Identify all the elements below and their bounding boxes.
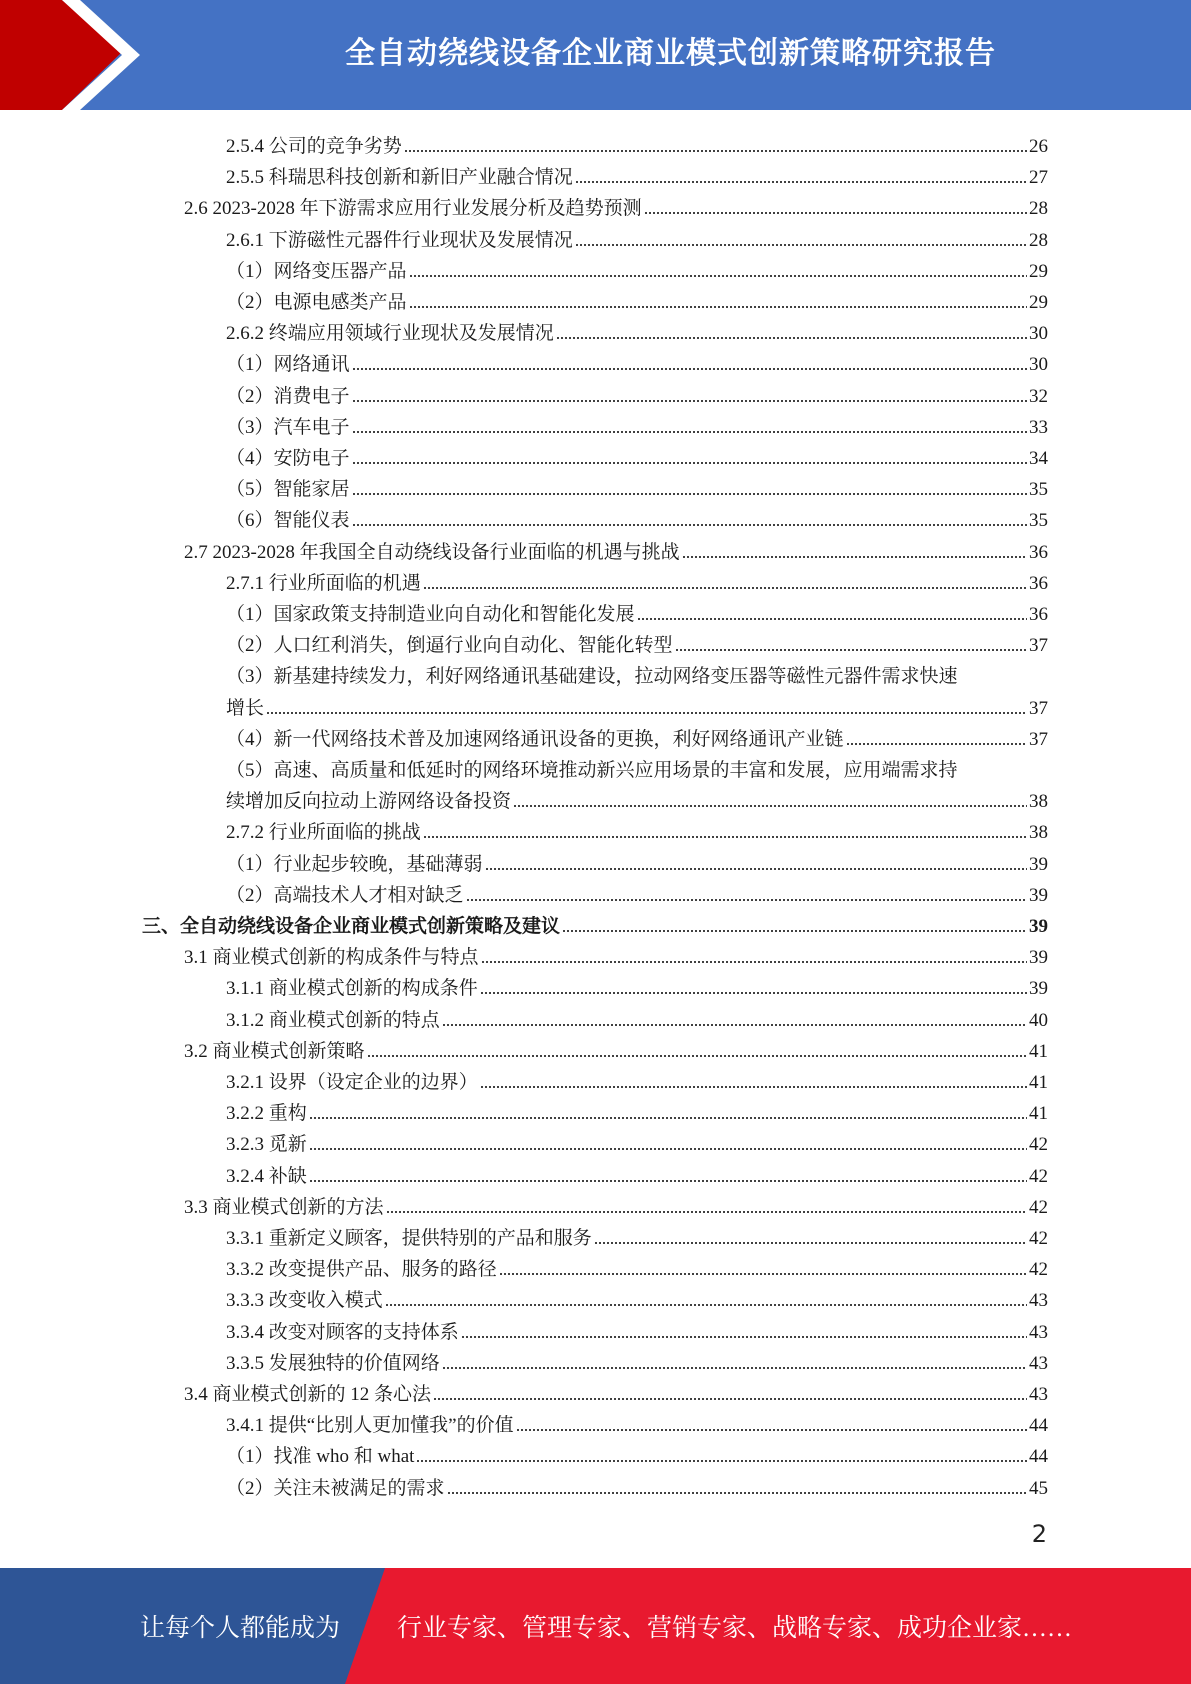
toc-entry-title: （4）安防电子 xyxy=(226,448,350,469)
toc-entry-page: 42 xyxy=(1029,1259,1048,1280)
toc-entry-title: 续增加反向拉动上游网络设备投资 xyxy=(226,791,512,812)
toc-entry-title: （2）电源电感类产品 xyxy=(226,292,407,313)
toc-entry-page: 36 xyxy=(1029,573,1048,594)
toc-entry[interactable] xyxy=(142,908,1048,939)
dot-leader xyxy=(480,1085,1027,1089)
toc-entry-title: （2）人口红利消失，倒逼行业向自动化、智能化转型 xyxy=(226,635,673,656)
dot-leader xyxy=(637,617,1027,621)
dot-leader xyxy=(309,1179,1027,1183)
toc-entry-page: 30 xyxy=(1029,323,1048,344)
toc-entry-page: 42 xyxy=(1029,1228,1048,1249)
dot-leader xyxy=(682,555,1027,559)
toc-entry-page: 26 xyxy=(1029,136,1048,157)
dot-leader xyxy=(442,1023,1027,1027)
toc-entry-page: 39 xyxy=(1029,916,1048,937)
dot-leader xyxy=(485,867,1027,871)
dot-leader xyxy=(442,1366,1027,1370)
toc-entry-title: 3.1.2 商业模式创新的特点 xyxy=(226,1010,440,1031)
toc-entry-page: 37 xyxy=(1029,729,1048,750)
toc-entry-title: 3.2.3 觅新 xyxy=(226,1134,307,1155)
toc-entry[interactable] xyxy=(226,783,1048,814)
toc-entry-title: 3.1.1 商业模式创新的构成条件 xyxy=(226,978,478,999)
toc-entry-title: （2）关注未被满足的需求 xyxy=(226,1478,445,1499)
toc-entry[interactable] xyxy=(226,471,1048,502)
toc-entry[interactable] xyxy=(226,315,1048,346)
toc-entry-page: 43 xyxy=(1029,1290,1048,1311)
toc-entry-title: 3.3.4 改变对顾客的支持体系 xyxy=(226,1322,459,1343)
toc-entry[interactable] xyxy=(226,596,1048,627)
toc-entry-title: 3.1 商业模式创新的构成条件与特点 xyxy=(184,947,479,968)
toc-entry-page: 43 xyxy=(1029,1384,1048,1405)
toc-entry[interactable] xyxy=(226,1438,1048,1469)
toc-entry-title: 3.2 商业模式创新策略 xyxy=(184,1041,365,1062)
toc-entry-title: 3.2.2 重构 xyxy=(226,1103,307,1124)
dot-leader xyxy=(675,648,1027,652)
dot-leader xyxy=(481,960,1027,964)
toc-entry[interactable] xyxy=(226,128,1048,159)
toc-entry-title: （1）行业起步较晚，基础薄弱 xyxy=(226,854,483,875)
dot-leader xyxy=(513,804,1027,808)
dot-leader xyxy=(575,243,1027,247)
toc-entry[interactable] xyxy=(226,814,1048,845)
toc-entry-page: 42 xyxy=(1029,1134,1048,1155)
toc-entry-title: 3.2.1 设界（设定企业的边界） xyxy=(226,1072,478,1093)
toc-entry-page: 33 xyxy=(1029,417,1048,438)
toc-entry-page: 41 xyxy=(1029,1041,1048,1062)
dot-leader xyxy=(466,898,1027,902)
dot-leader xyxy=(461,1335,1027,1339)
toc-entry-title: （2）高端技术人才相对缺乏 xyxy=(226,885,464,906)
dot-leader xyxy=(562,929,1027,933)
dot-leader xyxy=(516,1428,1027,1432)
toc-entry[interactable] xyxy=(226,1064,1048,1095)
toc-entry-title: （4）新一代网络技术普及加速网络通讯设备的更换，利好网络通讯产业链 xyxy=(226,729,844,750)
toc-entry[interactable] xyxy=(226,502,1048,533)
toc-entry-title: （1）网络变压器产品 xyxy=(226,261,407,282)
toc-entry-title: 3.3.5 发展独特的价值网络 xyxy=(226,1353,440,1374)
toc-entry-title: 增长 xyxy=(226,698,265,719)
dot-leader xyxy=(352,461,1027,465)
toc-entry-page: 42 xyxy=(1029,1166,1048,1187)
toc-entry-page: 29 xyxy=(1029,261,1048,282)
dot-leader xyxy=(404,149,1027,153)
dot-leader xyxy=(309,1116,1027,1120)
toc-entry-page: 30 xyxy=(1029,354,1048,375)
toc-entry-title: 三、全自动绕线设备企业商业模式创新策略及建议 xyxy=(142,916,561,937)
dot-leader xyxy=(352,367,1027,371)
toc-entry-title: 3.3.1 重新定义顾客，提供特别的产品和服务 xyxy=(226,1228,592,1249)
toc-entry-title: 2.6.2 终端应用领域行业现状及发展情况 xyxy=(226,323,554,344)
toc-entry[interactable] xyxy=(184,939,1048,970)
toc-entry-title: 2.5.4 公司的竞争劣势 xyxy=(226,136,402,157)
toc-entry-title-line: （5）高速、高质量和低延时的网络环境推动新兴应用场景的丰富和发展，应用端需求持 xyxy=(226,760,958,781)
toc-entry[interactable] xyxy=(226,346,1048,377)
dot-leader xyxy=(352,492,1027,496)
toc-entry[interactable] xyxy=(226,1314,1048,1345)
toc-entry-page: 38 xyxy=(1029,822,1048,843)
toc-entry-title: （2）消费电子 xyxy=(226,386,350,407)
toc-entry-title: 3.2.4 补缺 xyxy=(226,1166,307,1187)
toc-entry-page: 36 xyxy=(1029,542,1048,563)
dot-leader xyxy=(416,1459,1027,1463)
toc-entry-title: 2.5.5 科瑞思科技创新和新旧产业融合情况 xyxy=(226,167,573,188)
toc-entry[interactable] xyxy=(226,877,1048,908)
toc-entry-page: 41 xyxy=(1029,1103,1048,1124)
toc-entry-page: 39 xyxy=(1029,978,1048,999)
page-footer xyxy=(0,1568,1191,1684)
toc-entry[interactable] xyxy=(226,721,1048,752)
toc-entry-page: 37 xyxy=(1029,698,1048,719)
toc-entry[interactable] xyxy=(226,565,1048,596)
toc-entry[interactable] xyxy=(226,1126,1048,1157)
toc-entry-title: 2.7.1 行业所面临的机遇 xyxy=(226,573,421,594)
dot-leader xyxy=(309,1147,1027,1151)
toc-entry[interactable] xyxy=(226,1158,1048,1189)
toc-entry[interactable] xyxy=(226,690,1048,721)
toc-entry-page: 42 xyxy=(1029,1197,1048,1218)
toc-entry-title-line: （3）新基建持续发力，利好网络通讯基础建设，拉动网络变压器等磁性元器件需求快速 xyxy=(226,666,958,687)
toc-entry[interactable] xyxy=(226,1470,1048,1501)
dot-leader xyxy=(266,711,1027,715)
dot-leader xyxy=(575,180,1027,184)
toc-entry-title: 3.4 商业模式创新的 12 条心法 xyxy=(184,1384,432,1405)
toc-entry-title: （5）智能家居 xyxy=(226,479,350,500)
toc-entry-page: 41 xyxy=(1029,1072,1048,1093)
dot-leader xyxy=(409,274,1027,278)
dot-leader xyxy=(846,742,1027,746)
toc-entry-page: 35 xyxy=(1029,510,1048,531)
dot-leader xyxy=(423,835,1027,839)
toc-entry-title: 2.6 2023-2028 年下游需求应用行业发展分析及趋势预测 xyxy=(184,198,642,219)
dot-leader xyxy=(386,1210,1027,1214)
toc-entry[interactable] xyxy=(226,409,1048,440)
toc-entry-title: 2.7 2023-2028 年我国全自动绕线设备行业面临的机遇与挑战 xyxy=(184,542,680,563)
toc-entry-page: 29 xyxy=(1029,292,1048,313)
toc-entry[interactable] xyxy=(226,159,1048,190)
toc-entry-page: 35 xyxy=(1029,479,1048,500)
toc-entry-page: 28 xyxy=(1029,198,1048,219)
page-number: 2 xyxy=(1031,1520,1047,1548)
toc-entry[interactable] xyxy=(226,970,1048,1001)
toc-entry[interactable] xyxy=(226,846,1048,877)
dot-leader xyxy=(423,586,1027,590)
dot-leader xyxy=(352,430,1027,434)
toc-entry[interactable] xyxy=(184,534,1048,565)
toc-entry[interactable] xyxy=(226,440,1048,471)
toc-entry-page: 40 xyxy=(1029,1010,1048,1031)
toc-entry[interactable] xyxy=(226,1282,1048,1313)
toc-entry-title: （1）网络通讯 xyxy=(226,354,350,375)
toc-entry-page: 28 xyxy=(1029,230,1048,251)
toc-entry-title: 2.6.1 下游磁性元器件行业现状及发展情况 xyxy=(226,230,573,251)
dot-leader xyxy=(367,1054,1027,1058)
toc-entry-page: 44 xyxy=(1029,1446,1048,1467)
dot-leader xyxy=(556,336,1027,340)
dot-leader xyxy=(352,399,1027,403)
toc-entry-page: 38 xyxy=(1029,791,1048,812)
toc-entry-page: 39 xyxy=(1029,854,1048,875)
toc-entry-title: 3.4.1 提供“比别人更加懂我”的价值 xyxy=(226,1415,514,1436)
toc-entry-page: 45 xyxy=(1029,1478,1048,1499)
toc-entry-page: 39 xyxy=(1029,885,1048,906)
footer-slogan-left: 让每个人都能成为 xyxy=(140,1615,341,1642)
dot-leader xyxy=(480,991,1027,995)
dot-leader xyxy=(385,1303,1027,1307)
toc-entry-title: （3）汽车电子 xyxy=(226,417,350,438)
dot-leader xyxy=(644,211,1027,215)
toc-entry[interactable] xyxy=(226,1407,1048,1438)
toc-entry[interactable] xyxy=(226,1220,1048,1251)
toc-entry-title: 3.3.3 改变收入模式 xyxy=(226,1290,383,1311)
toc-entry[interactable] xyxy=(226,627,1048,658)
report-title: 全自动绕线设备企业商业模式创新策略研究报告 xyxy=(345,36,996,71)
toc-entry[interactable] xyxy=(184,1189,1048,1220)
toc-entry-title: 2.7.2 行业所面临的挑战 xyxy=(226,822,421,843)
toc-entry[interactable] xyxy=(226,284,1048,315)
toc-entry[interactable] xyxy=(226,378,1048,409)
toc-entry-page: 43 xyxy=(1029,1322,1048,1343)
toc-entry[interactable] xyxy=(184,190,1048,221)
dot-leader xyxy=(499,1272,1027,1276)
toc-entry-title: （6）智能仪表 xyxy=(226,510,350,531)
toc-entry[interactable] xyxy=(184,1033,1048,1064)
page-header xyxy=(0,0,1191,110)
footer-slogan-right: 行业专家、管理专家、营销专家、战略专家、成功企业家…… xyxy=(397,1615,1073,1642)
dot-leader xyxy=(352,523,1027,527)
toc-entry-page: 39 xyxy=(1029,947,1048,968)
dot-leader xyxy=(433,1397,1027,1401)
toc-entry-title: 3.3.2 改变提供产品、服务的路径 xyxy=(226,1259,497,1280)
toc-entry[interactable] xyxy=(226,222,1048,253)
toc-entry[interactable] xyxy=(226,253,1048,284)
toc-entry-title: （1）找准 who 和 what xyxy=(226,1446,415,1467)
dot-leader xyxy=(447,1491,1027,1495)
toc-entry-page: 34 xyxy=(1029,448,1048,469)
toc-entry[interactable] xyxy=(184,1376,1048,1407)
dot-leader xyxy=(409,305,1027,309)
toc-entry[interactable] xyxy=(226,1002,1048,1033)
dot-leader xyxy=(594,1241,1027,1245)
toc-entry-title: 3.3 商业模式创新的方法 xyxy=(184,1197,384,1218)
toc-entry-page: 32 xyxy=(1029,386,1048,407)
toc-entry-page: 36 xyxy=(1029,604,1048,625)
toc-entry-title: （1）国家政策支持制造业向自动化和智能化发展 xyxy=(226,604,635,625)
toc-entry[interactable] xyxy=(226,1345,1048,1376)
toc-entry-page: 27 xyxy=(1029,167,1048,188)
toc-entry-page: 37 xyxy=(1029,635,1048,656)
toc-entry-page: 44 xyxy=(1029,1415,1048,1436)
toc-entry[interactable] xyxy=(226,1095,1048,1126)
toc-entry[interactable] xyxy=(226,1251,1048,1282)
toc-entry-page: 43 xyxy=(1029,1353,1048,1374)
